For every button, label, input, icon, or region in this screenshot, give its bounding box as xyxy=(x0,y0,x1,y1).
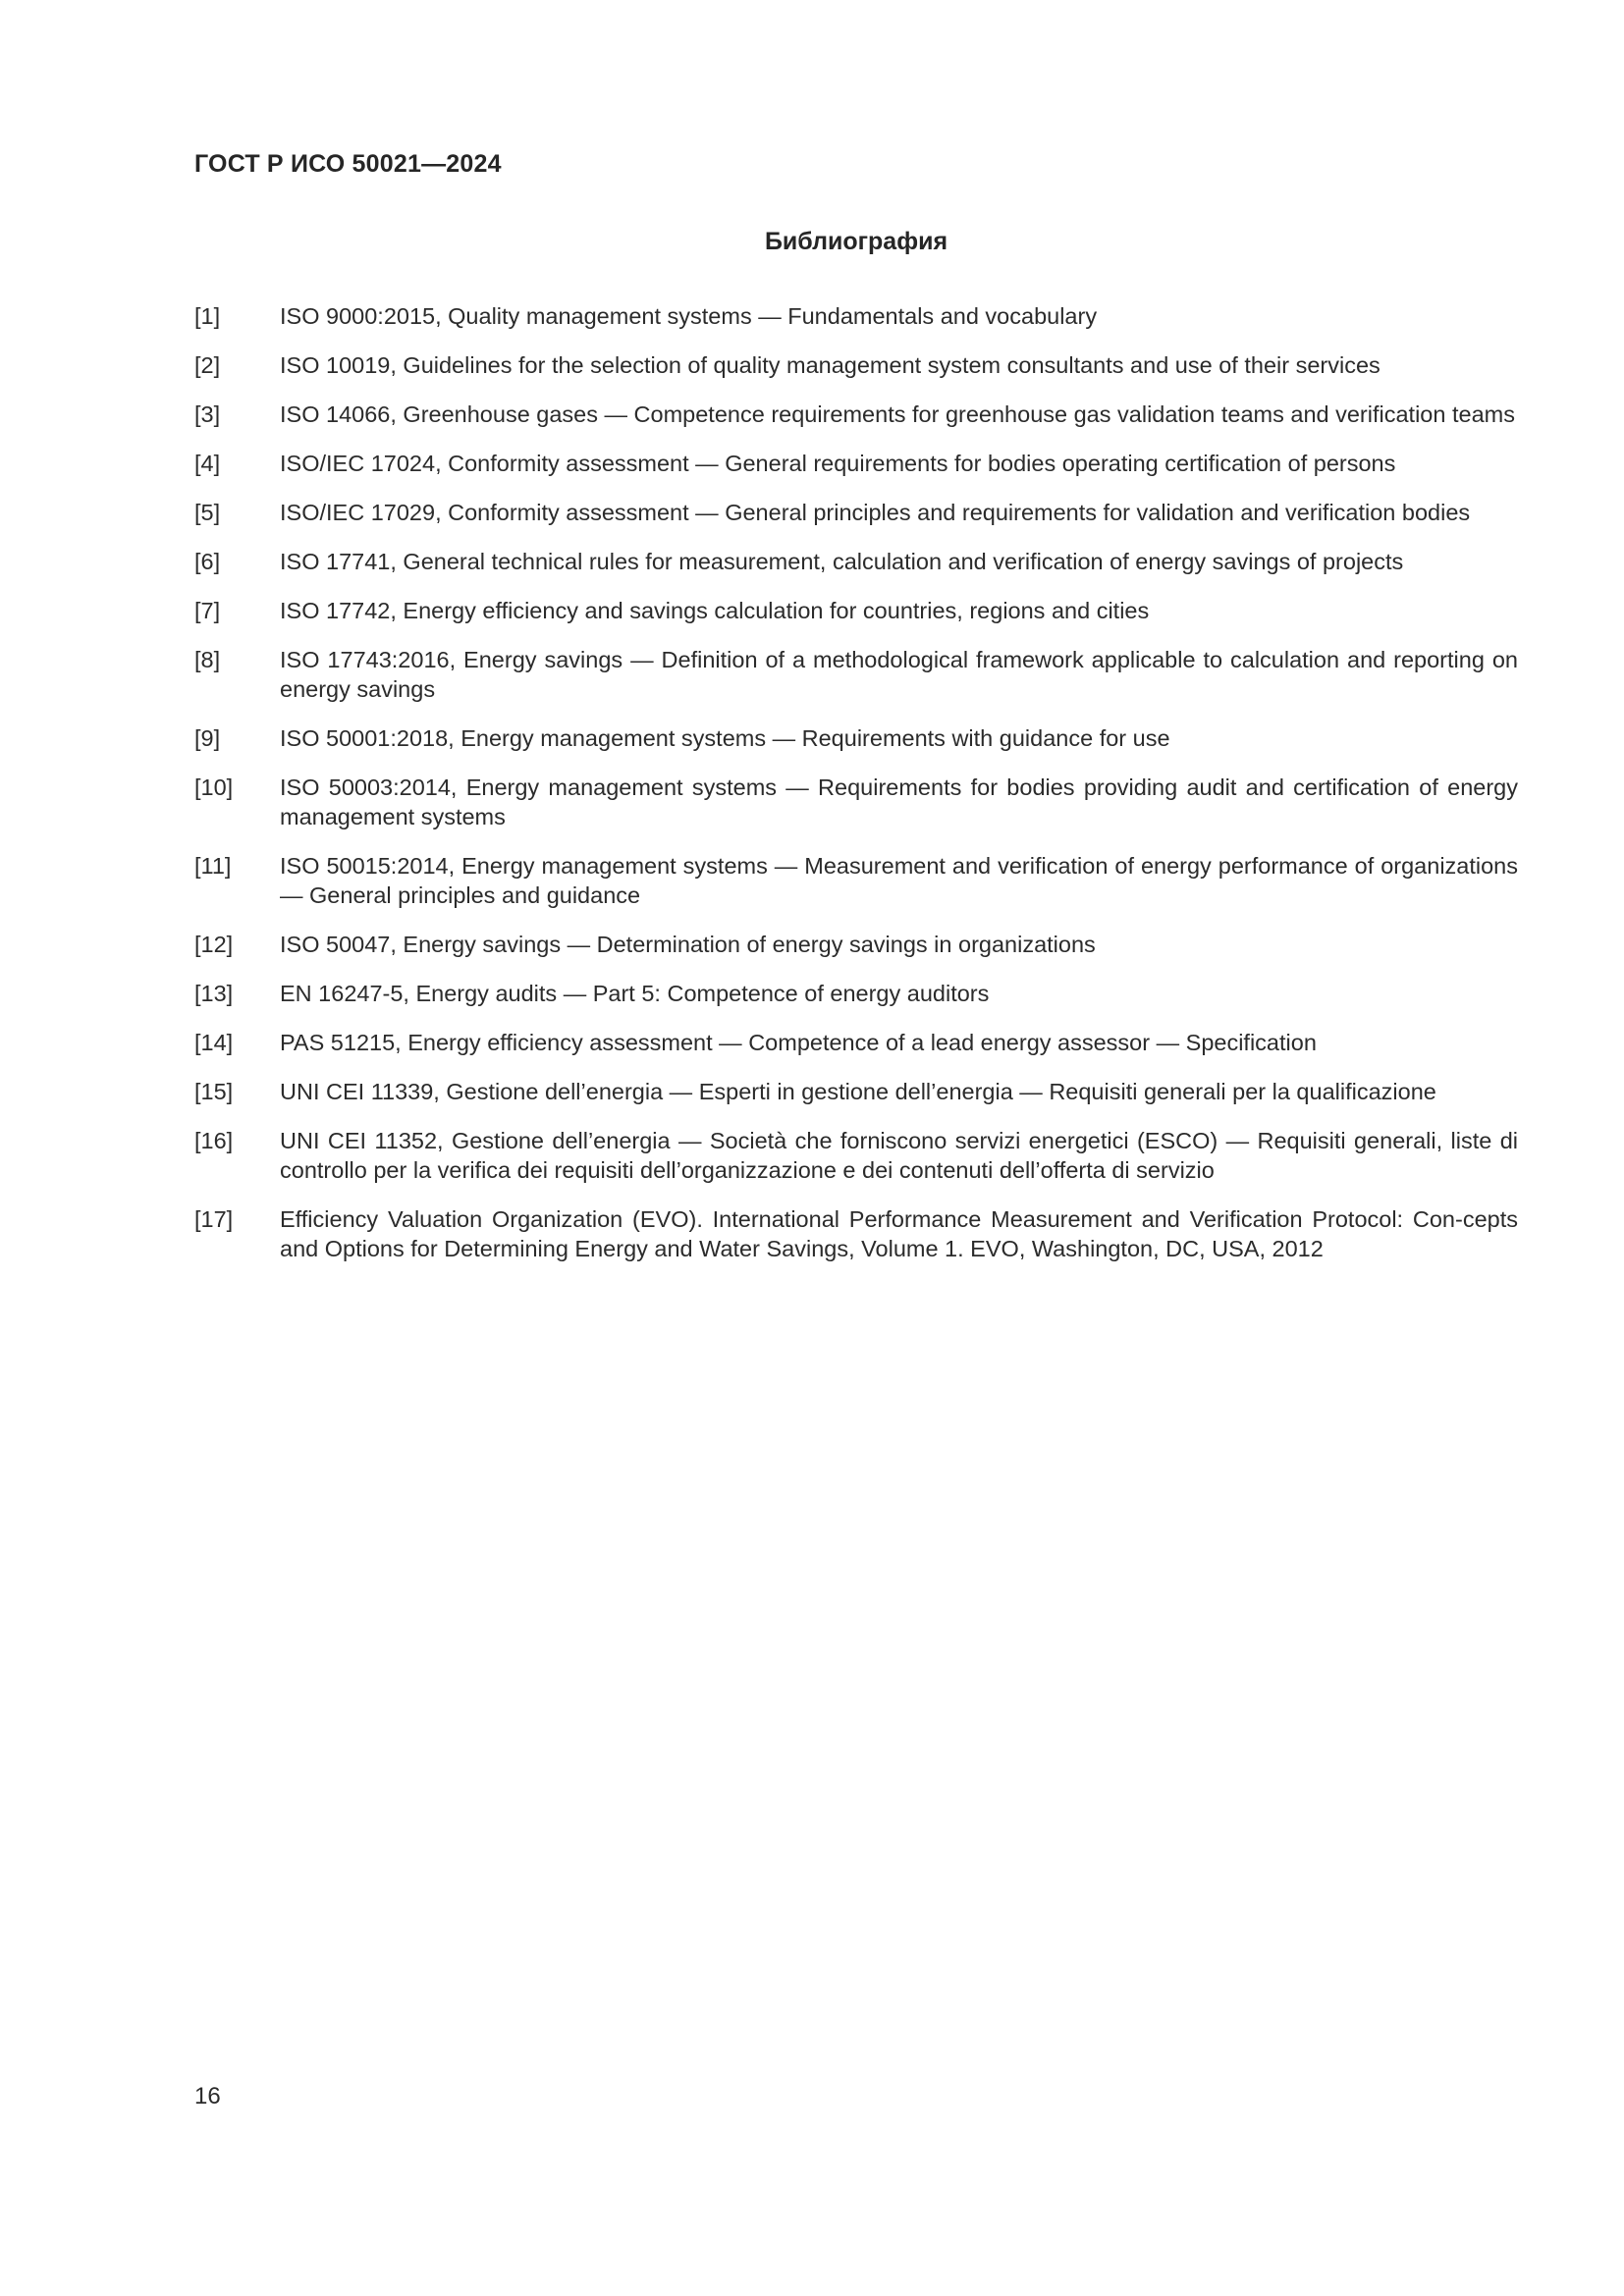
bibliography-entry xyxy=(194,645,1518,704)
entry-text: EN 16247-5, Energy audits — Part 5: Competence of energy auditors xyxy=(280,981,990,1006)
page-number: 16 xyxy=(194,2083,221,2109)
entry-text: ISO 14066, Greenhouse gases — Competence requirements for greenhouse gas validation teams and verification teams xyxy=(280,401,1515,427)
bibliography-entry xyxy=(194,851,1518,910)
entry-number: [12] xyxy=(194,932,234,957)
bibliography-entry xyxy=(194,1077,1518,1106)
bibliography-entry xyxy=(194,1028,1518,1057)
entry-text: Efficiency Valuation Organization (EVO). International Performance Measurement and Verification Protocol: Con-cepts and Options for Determining Energy and Water Savings, Volume 1. EVO, Washington, DC, USA, 2012 xyxy=(280,1206,1518,1261)
entry-text: ISO 50001:2018, Energy management systems — Requirements with guidance for use xyxy=(280,725,1170,751)
bibliography-entry xyxy=(194,930,1518,959)
entry-text: ISO 10019, Guidelines for the selection of quality management system consultants and use of their services xyxy=(280,352,1380,378)
bibliography-entry xyxy=(194,773,1518,831)
entry-number: [7] xyxy=(194,598,221,623)
bibliography-list xyxy=(194,301,1518,1283)
entry-number: [3] xyxy=(194,401,221,427)
entry-number: [10] xyxy=(194,774,234,800)
bibliography-entry xyxy=(194,723,1518,753)
entry-text: ISO 50047, Energy savings — Determination of energy savings in organizations xyxy=(280,932,1096,957)
entry-number: [16] xyxy=(194,1128,234,1153)
entry-text: ISO 17742, Energy efficiency and savings calculation for countries, regions and cities xyxy=(280,598,1150,623)
entry-text: UNI CEI 11352, Gestione dell’energia — Società che forniscono servizi energetici (ESCO) — Requisiti generali, liste di controllo per la verifica dei requisiti dell’organizzazione e dei contenuti dell’offerta di servizio xyxy=(280,1128,1518,1183)
entry-number: [5] xyxy=(194,500,221,525)
document-code: ГОСТ Р ИСО 50021—2024 xyxy=(194,150,502,178)
entry-text: UNI CEI 11339, Gestione dell’energia — Esperti in gestione dell’energia — Requisiti generali per la qualificazione xyxy=(280,1079,1436,1104)
entry-text: ISO/IEC 17024, Conformity assessment — General requirements for bodies operating certification of persons xyxy=(280,451,1396,476)
entry-number: [14] xyxy=(194,1030,234,1055)
entry-number: [1] xyxy=(194,303,221,329)
entry-text: ISO 17743:2016, Energy savings — Definition of a methodological framework applicable to calculation and reporting on energy savings xyxy=(280,647,1518,702)
bibliography-entry xyxy=(194,1126,1518,1185)
entry-text: ISO 17741, General technical rules for measurement, calculation and verification of energy savings of projects xyxy=(280,549,1404,574)
entry-number: [8] xyxy=(194,647,221,672)
entry-number: [11] xyxy=(194,853,232,879)
section-title: Библиография xyxy=(764,228,948,255)
bibliography-entry xyxy=(194,350,1518,380)
bibliography-entry xyxy=(194,547,1518,576)
bibliography-entry xyxy=(194,596,1518,625)
bibliography-entry xyxy=(194,498,1518,527)
entry-number: [15] xyxy=(194,1079,234,1104)
entry-text: ISO 50003:2014, Energy management systems — Requirements for bodies providing audit and certification of energy management systems xyxy=(280,774,1518,829)
entry-number: [4] xyxy=(194,451,221,476)
bibliography-entry xyxy=(194,301,1518,331)
entry-text: ISO/IEC 17029, Conformity assessment — General principles and requirements for validation and verification bodies xyxy=(280,500,1471,525)
entry-number: [6] xyxy=(194,549,221,574)
entry-number: [9] xyxy=(194,725,221,751)
entry-text: ISO 9000:2015, Quality management systems — Fundamentals and vocabulary xyxy=(280,303,1098,329)
bibliography-entry xyxy=(194,1204,1518,1263)
bibliography-entry xyxy=(194,400,1518,429)
entry-text: ISO 50015:2014, Energy management systems — Measurement and verification of energy performance of organizations — General principles and guidance xyxy=(280,853,1518,908)
bibliography-entry xyxy=(194,449,1518,478)
entry-number: [13] xyxy=(194,981,234,1006)
entry-number: [2] xyxy=(194,352,221,378)
bibliography-entry xyxy=(194,979,1518,1008)
entry-text: PAS 51215, Energy efficiency assessment — Competence of a lead energy assessor — Specification xyxy=(280,1030,1317,1055)
entry-number: [17] xyxy=(194,1206,234,1232)
